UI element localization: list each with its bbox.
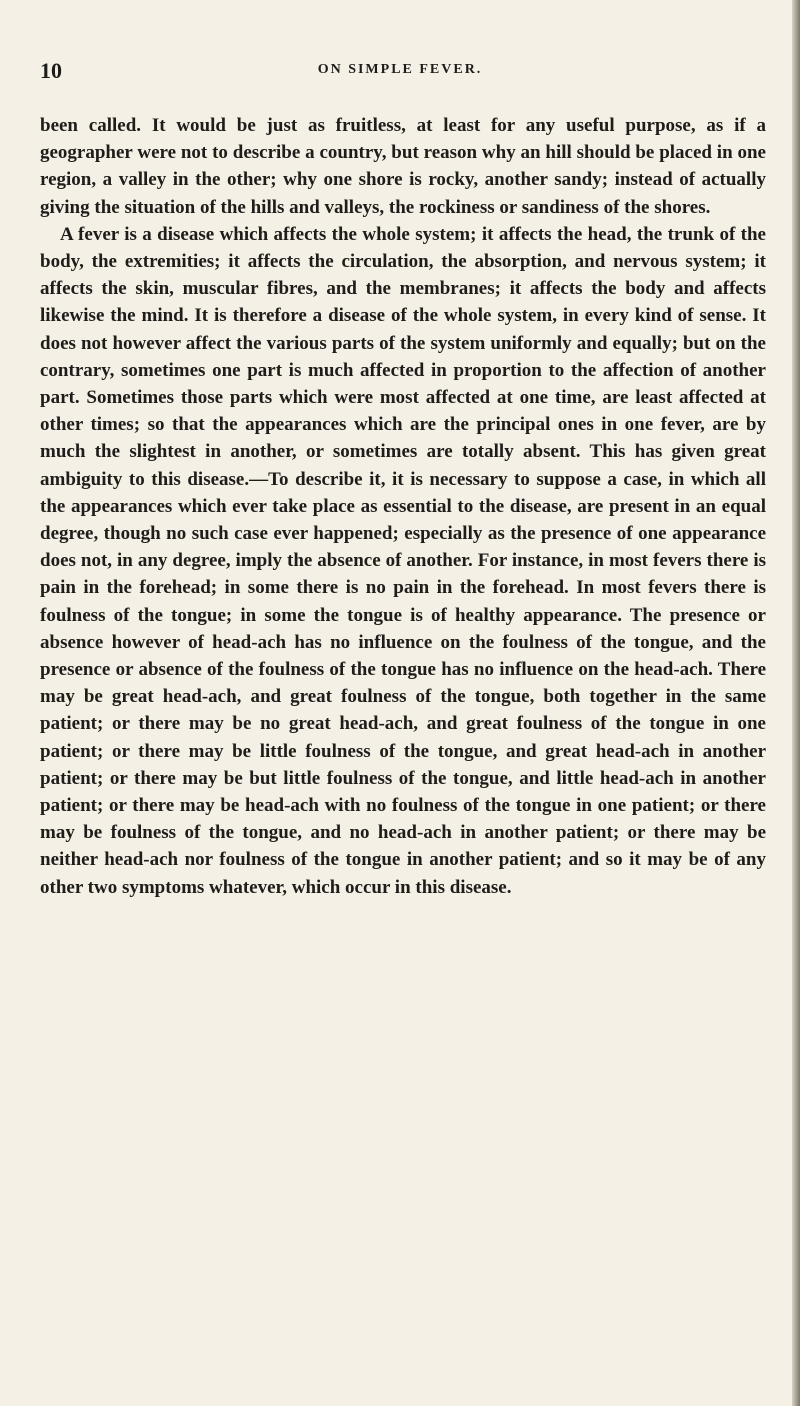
page-edge-shadow <box>792 0 800 1406</box>
page-number: 10 <box>40 58 62 83</box>
paragraph-continued: been called. It would be just as fruitless, at least for any useful purpose, as if a geographer were not to describe a country, but reason why an hill should be placed in one region, a valley in the other; why one shore is rocky, another sandy; instead of actually giving the situation of the hills and valleys, the rockiness or sandiness of the shores. <box>40 115 766 218</box>
running-head: ON SIMPLE FEVER. <box>317 62 483 77</box>
body-text <box>40 112 766 901</box>
paragraph-fever-definition: A fever is a disease which affects the whole system; it affects the head, the trunk of the body, the extremities; it affects the circulation, the absorption, and nervous system; it affects the skin, muscular fibres, and the membranes; it affects the body and affects likewise the mind. It is therefore a disease of the whole system, in every kind of sense. It does not however affect the various parts of the system uniformly and equally; but on the contrary, sometimes one part is much affected in proportion to the affection of another part. Sometimes those parts which were most affected at one time, are least affected at other times; so that the appearances which are the principal ones in one fever, are by much the slightest in another, or sometimes are totally absent. This has given great ambiguity to this disease.—To describe it, it is necessary to suppose a case, in which all the appearances which ever take place as essential to the disease, are present in an equal degree, though no such case ever happened; especially as the presence of one appearance does not, in any degree, imply the absence of another. For instance, in most fevers there is pain in the forehead; in some there is no pain in the forehead. In most fevers there is foulness of the tongue; in some the tongue is of healthy appearance. The presence or absence however of head-ach has no influence on the foulness of the tongue, and the presence or absence of the foulness of the tongue has no influence on the head-ach. There may be great head-ach, and great foulness of the tongue, both together in the same patient; or there may be no great head-ach, and great foulness of the tongue in one patient; or there may be little foulness of the tongue, and great head-ach in another patient; or there may be but little foulness of the tongue, and little head-ach in another patient; or there may be head-ach with no foulness of the tongue in one patient; or there may be foulness of the tongue, and no head-ach in another patient; or there may be neither head-ach nor foulness of the tongue in another patient; and so it may be of any other two symptoms whatever, which occur in this disease. <box>40 223 766 898</box>
page-header <box>40 58 760 88</box>
